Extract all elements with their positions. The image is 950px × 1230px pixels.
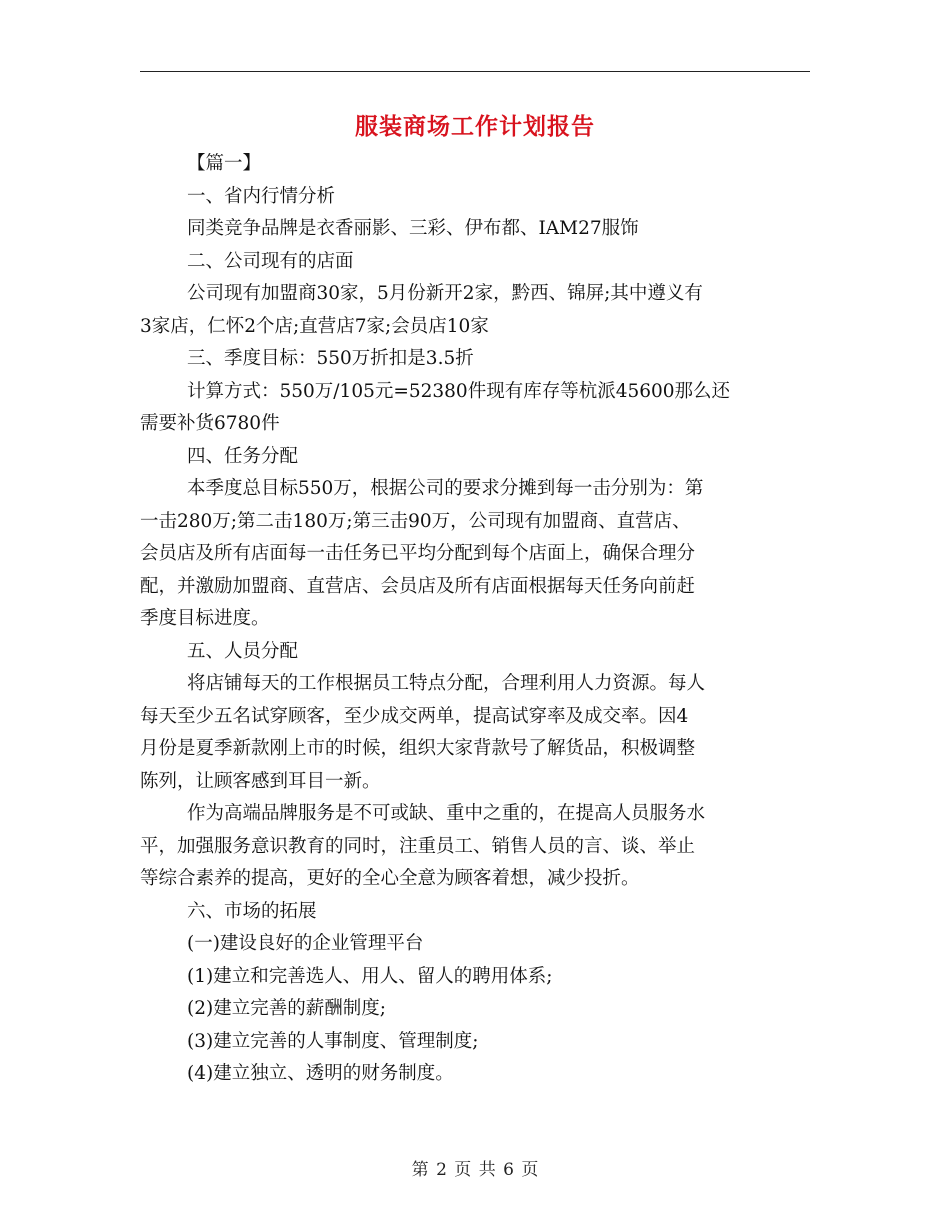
text-line: 作为高端品牌服务是不可或缺、重中之重的，在提高人员服务水 xyxy=(187,803,706,824)
text-line: 将店铺每天的工作根据员工特点分配，合理利用人力资源。每人 xyxy=(187,673,706,694)
text-line: 一、省内行情分析 xyxy=(187,185,336,207)
document-title: 服装商场工作计划报告 xyxy=(355,113,595,140)
text-line: 等综合素养的提高，更好的全心全意为顾客着想，减少投折。 xyxy=(140,868,640,889)
text-line: 配，并激励加盟商、直营店、会员店及所有店面根据每天任务向前赶 xyxy=(140,575,696,597)
document-body xyxy=(140,148,810,1091)
text-line: (一)建设良好的企业管理平台 xyxy=(187,933,424,954)
text-line: 需要补货6780件 xyxy=(140,413,280,434)
text-line: 计算方式：550万/105元=52380件现有库存等杭派45600那么还 xyxy=(187,380,731,402)
text-line: 季度目标进度。 xyxy=(140,608,270,629)
text-line: 二、公司现有的店面 xyxy=(187,250,354,272)
text-line: 3家店，仁怀2个店;直营店7家;会员店10家 xyxy=(140,315,489,337)
text-line: (1)建立和完善选人、用人、留人的聘用体系; xyxy=(187,965,553,987)
text-line: 陈列，让顾客感到耳目一新。 xyxy=(140,770,381,792)
text-line: 本季度总目标550万，根据公司的要求分摊到每一击分别为：第 xyxy=(187,478,704,499)
text-line: 会员店及所有店面每一击任务已平均分配到每个店面上，确保合理分 xyxy=(140,543,696,564)
text-line: (4)建立独立、透明的财务制度。 xyxy=(187,1063,454,1084)
text-line: 月份是夏季新款刚上市的时候，组织大家背款号了解货品，积极调整 xyxy=(140,738,696,759)
text-line: 一击280万;第二击180万;第三击90万，公司现有加盟商、直营店、 xyxy=(140,510,691,532)
text-line: 六、市场的拓展 xyxy=(187,900,317,922)
text-line: 平，加强服务意识教育的同时，注重员工、销售人员的言、谈、举止 xyxy=(140,835,696,857)
text-line: 同类竞争品牌是衣香丽影、三彩、伊布都、IAM27服饰 xyxy=(187,218,639,239)
page-number-footer: 第 2 页 共 6 页 xyxy=(411,1160,539,1180)
text-line: 四、任务分配 xyxy=(187,445,299,467)
text-line: (3)建立完善的人事制度、管理制度; xyxy=(187,1030,479,1052)
text-line: 三、季度目标：550万折扣是3.5折 xyxy=(187,348,474,369)
header-rule xyxy=(140,71,810,72)
text-line: 【篇一】 xyxy=(187,153,262,174)
text-line: 五、人员分配 xyxy=(187,640,299,662)
text-line: 公司现有加盟商30家，5月份新开2家，黔西、锦屏;其中遵义有 xyxy=(187,283,703,304)
text-line: (2)建立完善的薪酬制度; xyxy=(187,998,386,1019)
text-line: 每天至少五名试穿顾客，至少成交两单，提高试穿率及成交率。因4 xyxy=(140,705,689,727)
